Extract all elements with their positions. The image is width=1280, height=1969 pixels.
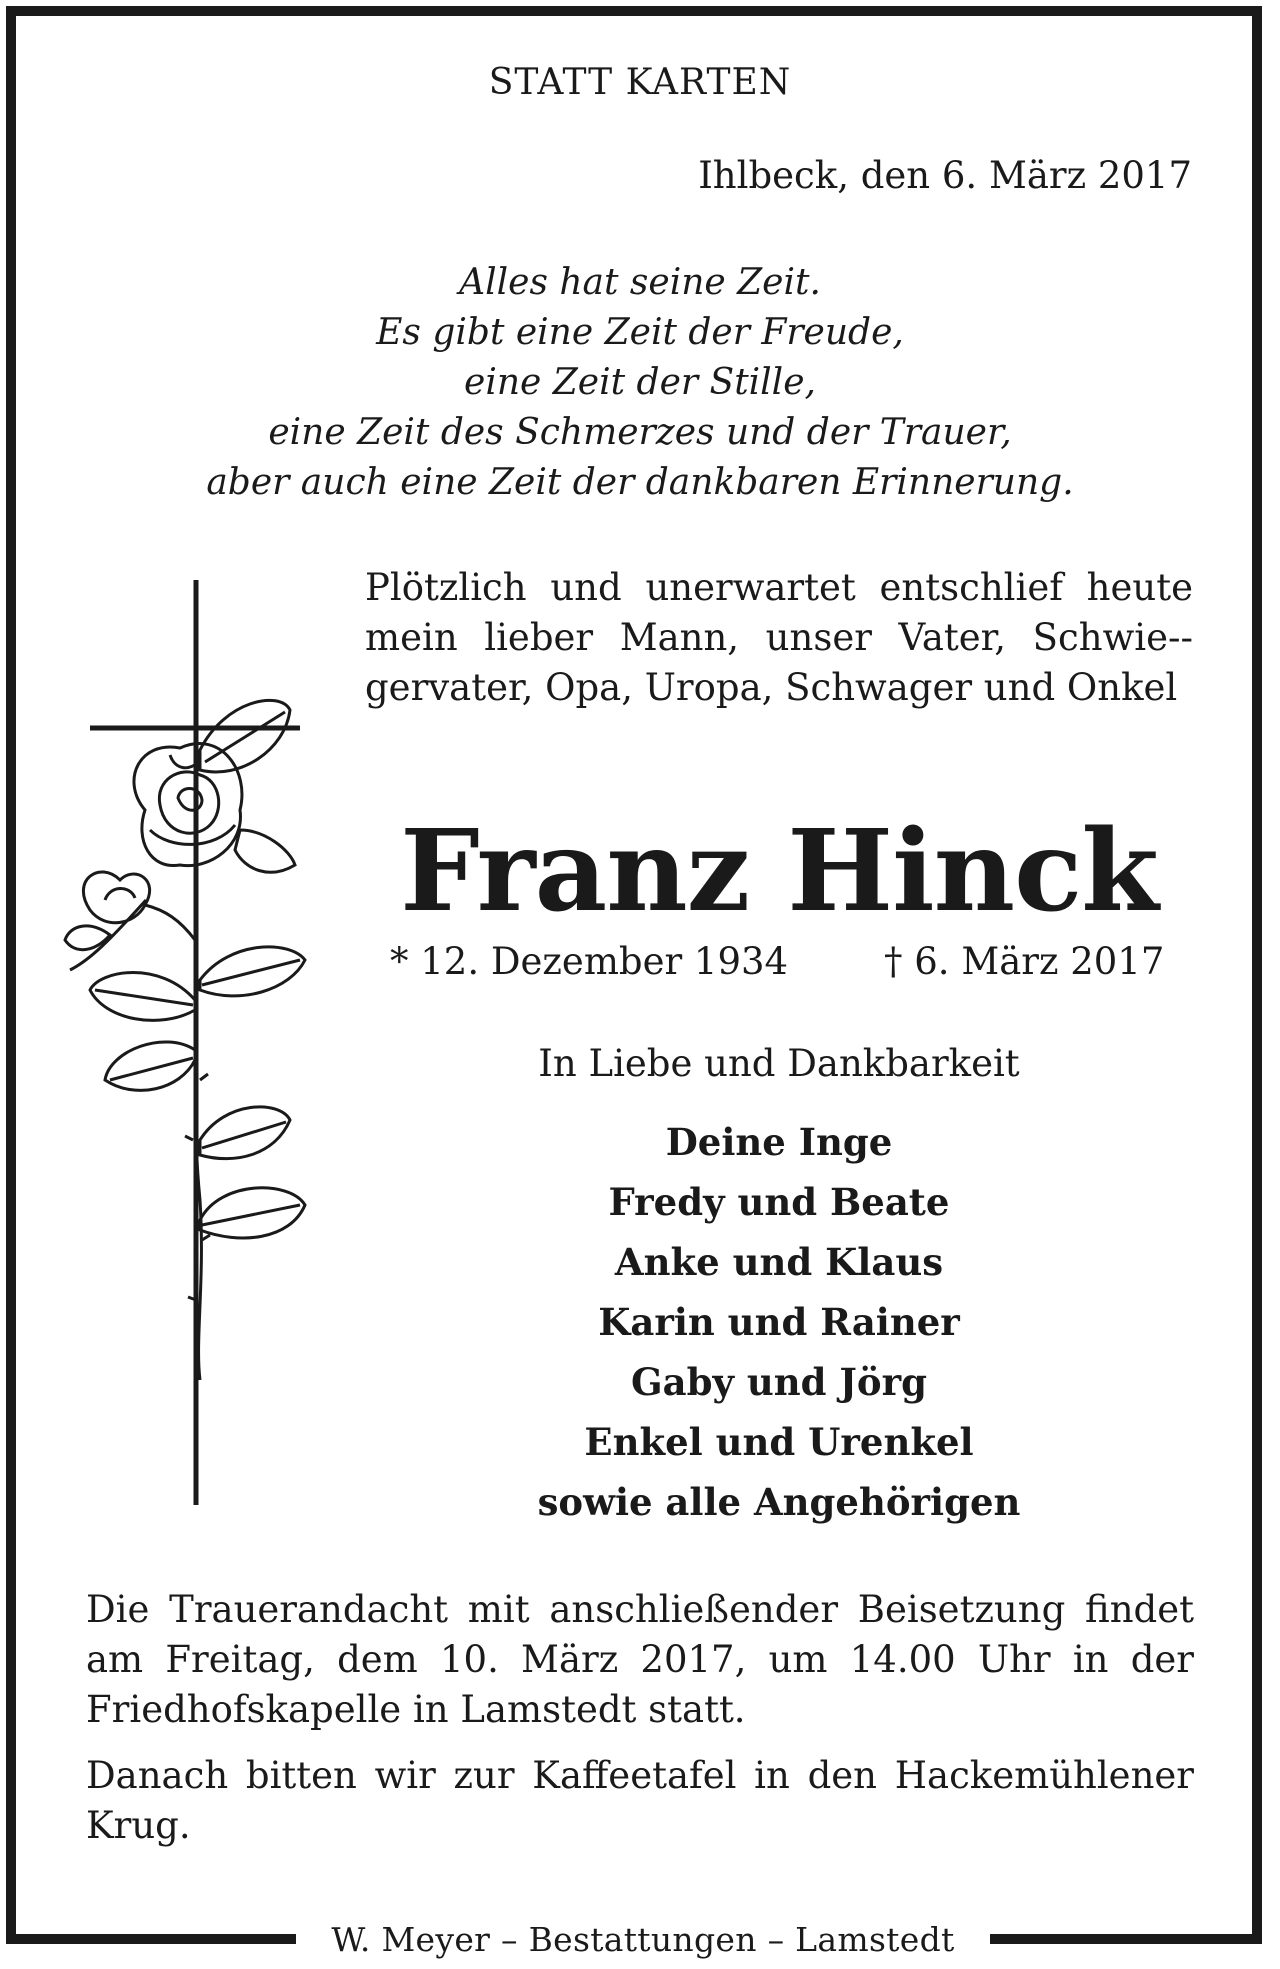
dedication: In Liebe und Dankbarkeit xyxy=(538,1042,1020,1085)
deceased-name: Franz Hinck xyxy=(400,806,1158,937)
footer-rule-right xyxy=(990,1934,1262,1944)
cross-with-rose-icon xyxy=(50,580,310,1505)
mourner: Gaby und Jörg xyxy=(631,1360,927,1404)
funeral-service-text: Die Trauerandacht mit anschließender Beisetzung findet am Freitag, dem 10. März 2017, um 14.00 Uhr in der Friedhofskapelle in Lamstedt statt. xyxy=(86,1588,1194,1731)
poem-line: aber auch eine Zeit der dankbaren Erinnerung. xyxy=(206,462,1074,503)
mourner: Karin und Rainer xyxy=(598,1300,960,1344)
poem-line: Alles hat seine Zeit. xyxy=(459,262,821,303)
death-announcement: Plötzlich und unerwartet entschlief heute mein lieber Mann, unser Vater, Schwie-gervater, Opa, Uropa, Schwager und Onkel xyxy=(365,566,1193,709)
mourner: sowie alle Angehörigen xyxy=(537,1480,1021,1524)
death-date: † 6. März 2017 xyxy=(884,940,1165,983)
funeral-notice xyxy=(86,1585,1194,1867)
mourners-list xyxy=(365,1112,1193,1532)
place-date: Ihlbeck, den 6. März 2017 xyxy=(698,154,1192,197)
mourner: Anke und Klaus xyxy=(614,1240,944,1284)
footer-undertaker: W. Meyer – Bestattungen – Lamstedt xyxy=(331,1920,955,1959)
poem xyxy=(0,258,1280,508)
mourner: Deine Inge xyxy=(665,1120,893,1164)
poem-line: eine Zeit des Schmerzes und der Trauer, xyxy=(268,412,1012,453)
birth-date: * 12. Dezember 1934 xyxy=(390,940,789,983)
poem-line: Es gibt eine Zeit der Freude, xyxy=(376,312,904,353)
notice-heading: STATT KARTEN xyxy=(488,62,792,103)
mourner: Fredy und Beate xyxy=(608,1180,950,1224)
footer-rule-left xyxy=(6,1934,296,1944)
mourner: Enkel und Urenkel xyxy=(584,1420,974,1464)
poem-line: eine Zeit der Stille, xyxy=(464,362,816,403)
reception-text: Danach bitten wir zur Kaffeetafel in den Hackemühlener Krug. xyxy=(86,1754,1194,1847)
